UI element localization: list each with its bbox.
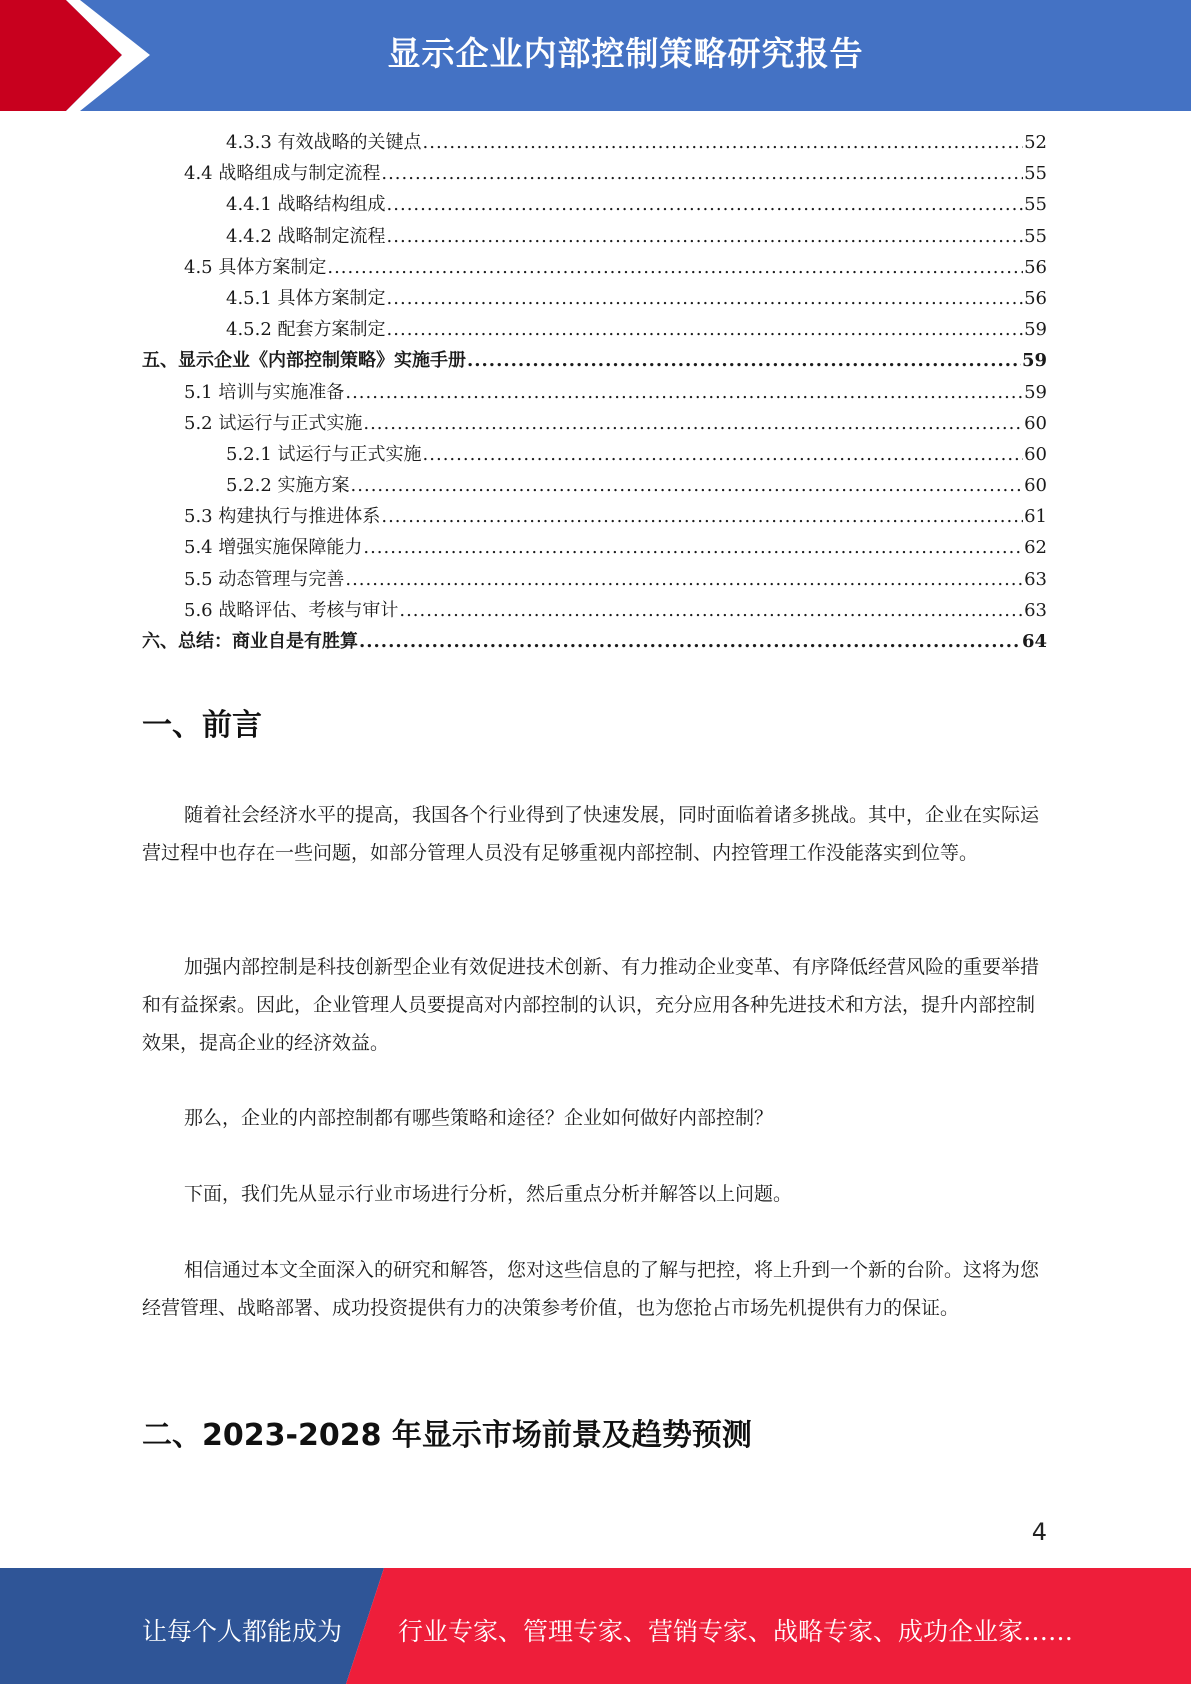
toc-entry[interactable] — [142, 283, 1047, 314]
toc-entry-label: 4.4.1 战略结构组成 — [226, 194, 386, 216]
toc-entry-page: 60 — [1024, 475, 1047, 497]
toc-leader-dots — [387, 221, 1024, 252]
toc-entry[interactable] — [142, 377, 1047, 408]
paragraph: 随着社会经济水平的提高，我国各个行业得到了快速发展，同时面临着诸多挑战。其中，企业在实际运营过程中也存在一些问题，如部分管理人员没有足够重视内部控制、内控管理工作没能落实到位等。 — [142, 804, 1040, 864]
toc-entry-page: 63 — [1024, 599, 1047, 621]
toc-entry-label: 5.3 构建执行与推进体系 — [184, 506, 381, 528]
toc-entry-page: 59 — [1021, 350, 1047, 372]
toc-entry-page: 56 — [1024, 256, 1047, 278]
page-number: 4 — [1031, 1518, 1047, 1546]
toc-entry-label: 5.2 试运行与正式实施 — [184, 412, 363, 434]
toc-entry-page: 64 — [1021, 631, 1047, 652]
toc-entry[interactable] — [142, 345, 1047, 376]
toc-entry-page: 55 — [1024, 194, 1047, 216]
toc-entry[interactable] — [142, 221, 1047, 252]
toc-entry-page: 59 — [1024, 381, 1047, 403]
toc-entry[interactable] — [142, 626, 1047, 657]
toc-entry[interactable] — [142, 532, 1047, 563]
section-heading-market-forecast: 二、2023-2028 年显示市场前景及趋势预测 — [142, 1418, 752, 1453]
toc-leader-dots — [467, 345, 1021, 376]
toc-entry-label: 4.3.3 有效战略的关键点 — [226, 132, 422, 153]
toc-entry-label: 五、显示企业《内部控制策略》实施手册 — [142, 350, 466, 372]
toc-entry-label: 六、总结：商业自是有胜算 — [142, 631, 358, 652]
toc-leader-dots — [381, 501, 1023, 532]
toc-leader-dots — [345, 377, 1023, 408]
toc-leader-dots — [423, 439, 1024, 470]
toc-entry[interactable] — [142, 158, 1047, 189]
paragraph: 加强内部控制是科技创新型企业有效促进技术创新、有力推动企业变革、有序降低经营风险的重要举措和有益探索。因此，企业管理人员要提高对内部控制的认识，充分应用各种先进技术和方法，提升内部控制效果，提高企业的经济效益。 — [142, 956, 1040, 1054]
toc-entry-label: 4.5.2 配套方案制定 — [226, 319, 386, 341]
toc-entry[interactable] — [142, 127, 1047, 158]
toc-entry-label: 5.6 战略评估、考核与审计 — [184, 599, 399, 621]
toc-leader-dots — [399, 595, 1023, 626]
toc-leader-dots — [387, 189, 1024, 220]
toc-entry[interactable] — [142, 501, 1047, 532]
toc-entry[interactable] — [142, 595, 1047, 626]
toc-entry-page: 55 — [1024, 163, 1047, 185]
paragraph: 下面，我们先从显示行业市场进行分析，然后重点分析并解答以上问题。 — [184, 1183, 793, 1205]
toc-entry[interactable] — [142, 252, 1047, 283]
toc-entry[interactable] — [142, 564, 1047, 595]
toc-leader-dots — [351, 470, 1024, 501]
toc-leader-dots — [423, 127, 1024, 158]
toc-entry-page: 63 — [1024, 568, 1047, 590]
toc-entry-label: 5.5 动态管理与完善 — [184, 568, 345, 590]
page-header — [0, 0, 1191, 111]
toc-entry-label: 4.4.2 战略制定流程 — [226, 225, 386, 247]
toc-entry-page: 52 — [1024, 132, 1047, 153]
section-heading-preface: 一、前言 — [142, 708, 262, 743]
header-title: 显示企业内部控制策略研究报告 — [387, 34, 864, 73]
toc-leader-dots — [359, 626, 1021, 657]
paragraph: 那么，企业的内部控制都有哪些策略和途径？企业如何做好内部控制？ — [184, 1107, 774, 1129]
table-of-contents — [142, 127, 1047, 657]
toc-entry-page: 55 — [1024, 225, 1047, 247]
toc-leader-dots — [387, 314, 1024, 345]
toc-entry[interactable] — [142, 470, 1047, 501]
footer-slogan-right: 行业专家、管理专家、营销专家、战略专家、成功企业家…… — [398, 1617, 1074, 1646]
toc-leader-dots — [381, 158, 1023, 189]
toc-entry-page: 59 — [1024, 319, 1047, 341]
toc-leader-dots — [327, 252, 1023, 283]
toc-leader-dots — [345, 564, 1023, 595]
toc-entry-page: 60 — [1024, 443, 1047, 465]
toc-entry-page: 62 — [1024, 537, 1047, 559]
toc-entry-page: 60 — [1024, 412, 1047, 434]
toc-entry[interactable] — [142, 439, 1047, 470]
toc-entry-label: 5.2.1 试运行与正式实施 — [226, 443, 422, 465]
toc-entry-label: 4.5 具体方案制定 — [184, 256, 327, 278]
toc-entry-page: 61 — [1024, 506, 1047, 528]
footer-slogan-left: 让每个人都能成为 — [142, 1617, 343, 1646]
toc-entry[interactable] — [142, 189, 1047, 220]
toc-leader-dots — [363, 532, 1023, 563]
toc-entry-label: 5.2.2 实施方案 — [226, 475, 350, 497]
toc-entry-label: 4.5.1 具体方案制定 — [226, 287, 386, 309]
toc-entry-label: 5.1 培训与实施准备 — [184, 381, 345, 403]
page-footer — [0, 1568, 1191, 1684]
toc-entry[interactable] — [142, 314, 1047, 345]
toc-entry-page: 56 — [1024, 287, 1047, 309]
toc-leader-dots — [387, 283, 1024, 314]
toc-entry[interactable] — [142, 408, 1047, 439]
toc-entry-label: 5.4 增强实施保障能力 — [184, 537, 363, 559]
toc-leader-dots — [363, 408, 1023, 439]
paragraph: 相信通过本文全面深入的研究和解答，您对这些信息的了解与把控，将上升到一个新的台阶。这将为您经营管理、战略部署、成功投资提供有力的决策参考价值，也为您抢占市场先机提供有力的保证。 — [142, 1259, 1040, 1319]
toc-entry-label: 4.4 战略组成与制定流程 — [184, 163, 381, 185]
